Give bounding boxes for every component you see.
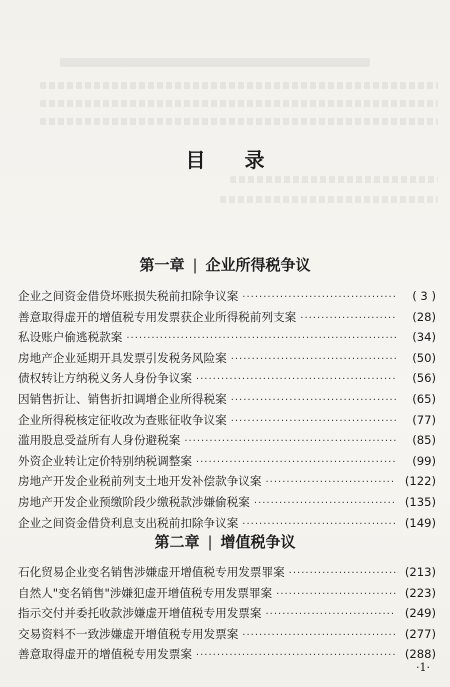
dot-leader — [196, 650, 396, 661]
dot-leader — [196, 374, 396, 385]
chapter-2-entries — [18, 564, 436, 667]
bleed-through — [220, 196, 438, 203]
toc-entry[interactable] — [18, 453, 436, 474]
toc-entry[interactable] — [18, 494, 436, 515]
page-title: 目 录 — [185, 148, 281, 172]
toc-entry-title: 自然人"变名销售"涉嫌犯虚开增值税专用发票罪案 — [18, 585, 273, 600]
dot-leader — [231, 354, 396, 365]
toc-entry-title: 滥用股息受益所有人身份避税案 — [18, 433, 181, 448]
toc-entry-title: 因销售折让、销售折扣调增企业所得税案 — [18, 391, 227, 406]
toc-entry-title: 债权转让方纳税义务人身份争议案 — [18, 371, 192, 386]
toc-entry-page: (213) — [404, 565, 436, 579]
toc-entry[interactable] — [18, 329, 436, 350]
toc-entry[interactable] — [18, 605, 436, 626]
toc-entry-title: 企业之间资金借贷坏账损失税前扣除争议案 — [18, 289, 239, 303]
toc-entry-page: (34) — [412, 330, 436, 345]
toc-entry-page: (277) — [404, 626, 436, 641]
toc-entry-page: (77) — [412, 412, 436, 427]
separator: | — [192, 256, 198, 274]
chapter-1-heading — [0, 254, 450, 275]
toc-entry[interactable] — [18, 309, 436, 330]
separator: | — [207, 533, 213, 551]
toc-entry-page: ( 3 ) — [412, 289, 436, 303]
chapter-1-entries — [18, 288, 436, 535]
bleed-through — [40, 118, 438, 125]
toc-entry-page: (56) — [412, 371, 436, 386]
toc-entry-page: (135) — [404, 494, 436, 509]
toc-entry-title: 交易资料不一致涉嫌虚开增值税专用发票案 — [18, 626, 239, 641]
chapter-1-name: 企业所得税争议 — [205, 256, 311, 274]
toc-entry[interactable] — [18, 473, 436, 494]
toc-entry[interactable] — [18, 432, 436, 453]
toc-entry[interactable] — [18, 412, 436, 433]
toc-entry-page: (28) — [412, 309, 436, 324]
toc-entry-page: (288) — [404, 647, 436, 662]
toc-entry-title: 私设账户偷逃税款案 — [18, 330, 123, 345]
toc-entry-page: (99) — [412, 453, 436, 468]
chapter-1-label: 第一章 — [139, 256, 185, 274]
page-number: ·1· — [416, 661, 430, 674]
toc-entry-title: 房地产开发企业税前列支土地开发补偿款争议案 — [18, 474, 262, 489]
toc-entry-page: (65) — [412, 391, 436, 406]
toc-entry-title: 外资企业转让定价特别纳税调整案 — [18, 453, 192, 468]
dot-leader — [300, 313, 396, 324]
toc-entry-title: 善意取得虚开的增值税专用发票案 — [18, 647, 192, 662]
toc-entry[interactable] — [18, 370, 436, 391]
toc-entry-title: 房地产开发企业预缴阶段少缴税款涉嫌偷税案 — [18, 494, 250, 509]
toc-entry-page: (85) — [412, 433, 436, 448]
toc-entry-page: (223) — [404, 585, 436, 600]
dot-leader — [196, 457, 396, 468]
toc-entry[interactable] — [18, 626, 436, 647]
toc-entry[interactable] — [18, 564, 436, 585]
toc-entry-title: 房地产企业延期开具发票引发税务风险案 — [18, 350, 227, 365]
dot-leader — [265, 477, 396, 488]
chapter-2-heading — [0, 531, 450, 552]
toc-entry-page: (249) — [404, 606, 436, 621]
dot-leader — [242, 292, 396, 303]
dot-leader — [242, 630, 396, 641]
dot-leader — [276, 589, 396, 600]
dot-leader — [242, 519, 396, 530]
toc-entry[interactable] — [18, 585, 436, 606]
dot-leader — [265, 609, 396, 620]
toc-entry-page: (149) — [404, 515, 436, 530]
toc-entry-title: 企业所得税核定征收改为查账征收争议案 — [18, 412, 227, 427]
toc-entry-page: (50) — [412, 350, 436, 365]
bleed-through — [60, 58, 370, 67]
chapter-2-label: 第二章 — [154, 533, 200, 551]
toc-entry[interactable] — [18, 646, 436, 667]
dot-leader — [289, 568, 396, 579]
dot-leader — [231, 395, 396, 406]
dot-leader — [126, 333, 396, 344]
toc-entry-title: 企业之间资金借贷利息支出税前扣除争议案 — [18, 515, 239, 530]
toc-entry[interactable] — [18, 350, 436, 371]
toc-entry-title: 石化贸易企业变名销售涉嫌虚开增值税专用发票罪案 — [18, 565, 285, 579]
toc-entry[interactable] — [18, 288, 436, 309]
bleed-through — [230, 176, 438, 183]
chapter-2-name: 增值税争议 — [220, 533, 296, 551]
dot-leader — [184, 436, 396, 447]
toc-entry-title: 指示交付并委托收款涉嫌虚开增值税专用发票案 — [18, 606, 262, 621]
dot-leader — [231, 416, 396, 427]
toc-entry[interactable] — [18, 391, 436, 412]
dot-leader — [254, 498, 396, 509]
toc-entry-title: 善意取得虚开的增值税专用发票获企业所得税前列支案 — [18, 309, 297, 324]
bleed-through — [40, 82, 438, 89]
toc-entry-page: (122) — [404, 474, 436, 489]
bleed-through — [40, 100, 438, 107]
